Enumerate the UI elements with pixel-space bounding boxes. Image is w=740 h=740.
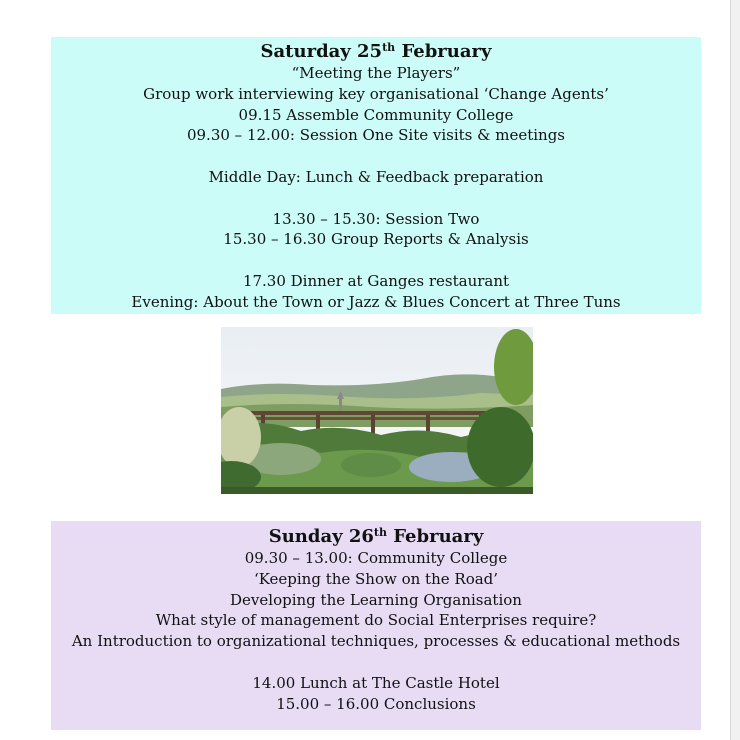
saturday-subtitle: “Meeting the Players” xyxy=(291,64,461,82)
saturday-heading: Saturday 25th February xyxy=(260,41,492,62)
saturday-line-group-reports: 15.30 – 16.30 Group Reports & Analysis xyxy=(223,230,529,249)
sunday-line-learning-organisation: Developing the Learning Organisation xyxy=(230,590,522,609)
garden-landscape-illustration xyxy=(221,327,533,494)
sunday-line-management-question: What style of management do Social Enterprises require? xyxy=(155,611,597,630)
saturday-line-assemble: 09.15 Assemble Community College xyxy=(238,105,514,124)
sunday-schedule xyxy=(51,521,701,730)
saturday-line-lunch: Middle Day: Lunch & Feedback preparation xyxy=(208,167,544,186)
sunday-line-introduction: An Introduction to organizational techniques, processes & educational methods xyxy=(71,632,681,651)
sunday-line-community-college: 09.30 – 13.00: Community College xyxy=(244,549,508,567)
sunday-spacer xyxy=(51,652,701,673)
saturday-line-session-two: 13.30 – 15.30: Session Two xyxy=(272,209,480,228)
saturday-spacer xyxy=(51,188,701,209)
saturday-line-session-one: 09.30 – 12.00: Session One Site visits & meetings xyxy=(186,126,566,145)
sunday-line-conclusions: 15.00 – 16.00 Conclusions xyxy=(276,694,476,713)
saturday-spacer xyxy=(51,250,701,271)
sunday-line-lunch: 14.00 Lunch at The Castle Hotel xyxy=(252,673,500,692)
sunday-heading: Sunday 26th February xyxy=(268,526,484,547)
sunday-subtitle: ‘Keeping the Show on the Road’ xyxy=(253,569,499,588)
garden-landscape-photo xyxy=(221,327,533,494)
saturday-spacer xyxy=(51,146,701,167)
saturday-line-group-work: Group work interviewing key organisational ‘Change Agents’ xyxy=(143,84,609,103)
saturday-line-dinner: 17.30 Dinner at Ganges restaurant xyxy=(242,271,510,290)
saturday-schedule xyxy=(51,37,701,314)
saturday-line-evening: Evening: About the Town or Jazz & Blues Concert at Three Tuns xyxy=(131,292,621,311)
page-edge xyxy=(730,0,740,740)
